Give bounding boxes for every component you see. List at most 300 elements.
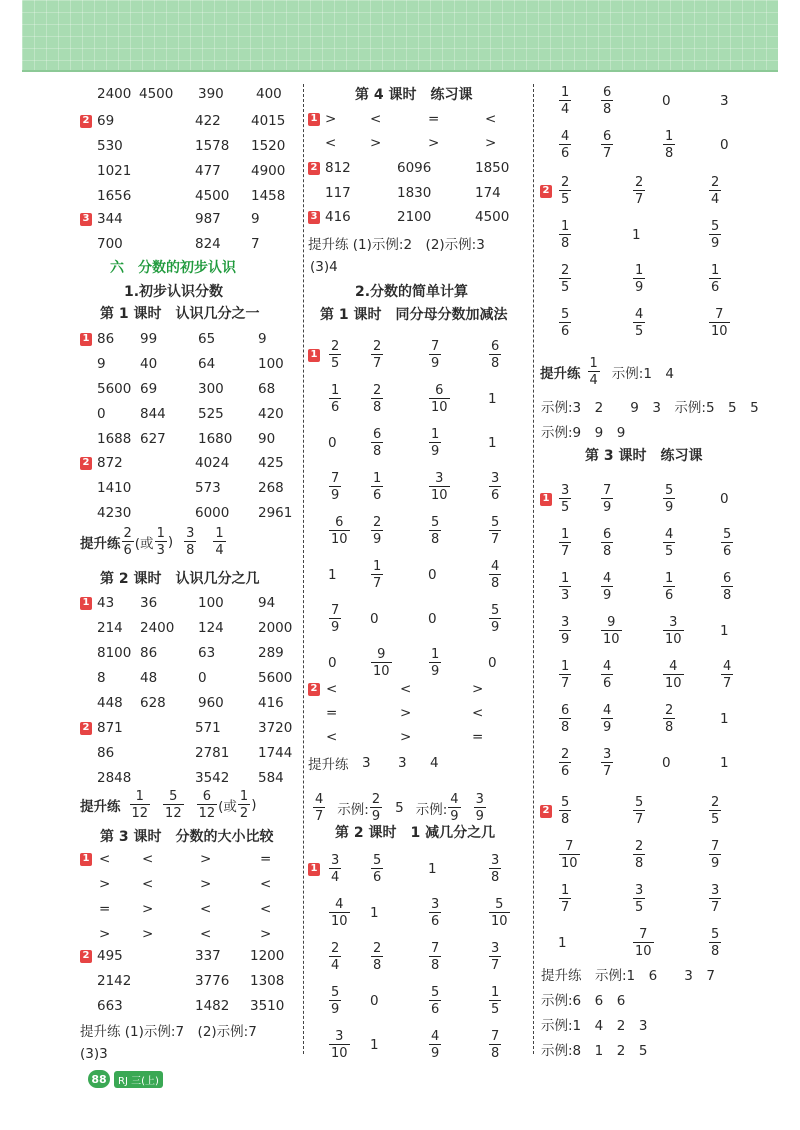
numerator: 7 xyxy=(491,1029,500,1044)
answer-value xyxy=(558,260,572,298)
fraction xyxy=(633,884,645,914)
value-text: 960 xyxy=(198,695,224,711)
answer-value xyxy=(475,206,509,228)
answer-value xyxy=(251,135,285,157)
answer-value xyxy=(256,83,282,105)
numerator: 1 xyxy=(561,659,570,674)
numerator: 6 xyxy=(202,789,211,804)
denominator: 7 xyxy=(315,809,324,824)
fraction xyxy=(197,790,218,820)
answer-value xyxy=(195,135,229,157)
value-text: 871 xyxy=(97,720,123,736)
value-text: > xyxy=(485,135,497,151)
answer-value xyxy=(260,898,271,920)
answer-value xyxy=(195,452,229,474)
value-text: < xyxy=(472,705,484,721)
value-text: 1 xyxy=(488,435,497,451)
fraction xyxy=(721,572,733,602)
answer-value xyxy=(198,328,215,350)
value-text: 36 xyxy=(140,595,158,611)
answer-value xyxy=(662,480,676,518)
fraction xyxy=(709,796,721,826)
fraction xyxy=(429,340,441,370)
example-text: 示例: xyxy=(337,802,369,818)
denominator: 7 xyxy=(373,356,382,371)
answer-value xyxy=(397,206,431,228)
numerator: 2 xyxy=(373,515,382,530)
fraction xyxy=(559,840,580,870)
numerator: 5 xyxy=(373,853,382,868)
fraction xyxy=(429,986,441,1016)
value-text: 40 xyxy=(140,356,158,372)
denominator: 9 xyxy=(635,280,644,295)
answer-value xyxy=(488,600,502,638)
answer-value xyxy=(708,304,731,342)
numerator: 1 xyxy=(561,219,570,234)
answer-value xyxy=(370,132,381,154)
numerator: 7 xyxy=(639,927,648,942)
denominator: 8 xyxy=(603,544,612,559)
fraction xyxy=(709,220,721,250)
denominator: 8 xyxy=(491,576,500,591)
answer-value xyxy=(195,160,221,182)
value-text: 9 xyxy=(258,331,267,347)
numerator: 9 xyxy=(607,615,616,630)
fraction xyxy=(429,942,441,972)
numerator: 2 xyxy=(561,175,570,190)
denominator: 8 xyxy=(431,532,440,547)
fraction xyxy=(489,854,501,884)
denominator: 10 xyxy=(373,664,390,679)
practice-line: 提升练 示例:1 6 3 7 xyxy=(541,968,715,984)
value-text: < xyxy=(142,851,154,867)
answer-value xyxy=(720,568,734,606)
value-text: 94 xyxy=(258,595,276,611)
answer-value xyxy=(328,512,351,550)
answer-value xyxy=(97,208,123,230)
value-text: 300 xyxy=(198,381,224,397)
denominator: 9 xyxy=(561,632,570,647)
value-text: 812 xyxy=(325,160,351,176)
value-text: 1021 xyxy=(97,163,132,179)
value-text: 0 xyxy=(720,491,729,507)
numerator: 5 xyxy=(495,897,504,912)
denominator: 8 xyxy=(186,543,195,558)
denominator: 10 xyxy=(635,944,652,959)
fraction xyxy=(329,472,341,502)
answer-value xyxy=(195,233,221,255)
denominator: 7 xyxy=(603,764,612,779)
value-text: 8100 xyxy=(97,645,132,661)
value-text: 268 xyxy=(258,480,284,496)
fraction xyxy=(721,528,733,558)
denominator: 2 xyxy=(239,806,249,821)
answer-value xyxy=(251,185,285,207)
denominator: 9 xyxy=(331,620,340,635)
answer-value xyxy=(708,836,722,874)
value-text: < xyxy=(326,729,338,745)
value-text: 425 xyxy=(258,455,284,471)
denominator: 4 xyxy=(331,958,340,973)
denominator: 10 xyxy=(331,1046,348,1061)
numerator: 6 xyxy=(723,571,732,586)
numerator: 2 xyxy=(561,747,570,762)
fraction xyxy=(709,840,721,870)
value-text: < xyxy=(200,926,212,942)
answer-value xyxy=(488,1026,502,1064)
answer-value xyxy=(558,700,572,738)
value-text: 663 xyxy=(97,998,123,1014)
question-number-badge: 3 xyxy=(308,211,320,224)
value-text: 9 xyxy=(97,356,106,372)
or-text: (或 xyxy=(218,799,237,815)
value-text: 124 xyxy=(198,620,224,636)
answer-value xyxy=(258,592,275,614)
value-text: < xyxy=(485,111,497,127)
answer-value xyxy=(142,848,153,870)
fraction xyxy=(371,560,383,590)
answer-value xyxy=(558,924,567,962)
value-text: 416 xyxy=(258,695,284,711)
numerator: 5 xyxy=(491,515,500,530)
fraction xyxy=(489,986,501,1016)
answer-value xyxy=(97,502,131,524)
fraction xyxy=(489,1030,501,1060)
answer-value xyxy=(250,945,284,967)
denominator: 8 xyxy=(711,944,720,959)
lesson-title: 第 3 课时 练习课 xyxy=(585,448,703,464)
denominator: 5 xyxy=(491,1002,500,1017)
answer-value xyxy=(97,135,123,157)
value-text: > xyxy=(200,851,212,867)
answer-value xyxy=(600,700,614,738)
answer-value xyxy=(97,328,114,350)
answer-value xyxy=(328,468,342,506)
lesson-title: 第 2 课时 1 减几分之几 xyxy=(335,825,496,841)
answer-value xyxy=(258,742,292,764)
answer-value xyxy=(250,995,284,1017)
question-number-badge: 1 xyxy=(308,113,320,126)
denominator: 4 xyxy=(331,870,340,885)
denominator: 6 xyxy=(431,914,440,929)
numerator: 7 xyxy=(565,839,574,854)
practice-line: 示例:9 9 9 xyxy=(541,425,626,441)
denominator: 3 xyxy=(156,543,165,558)
question-number-badge: 2 xyxy=(80,950,92,963)
value-text: = xyxy=(99,901,111,917)
value-text: 1 xyxy=(370,1037,379,1053)
fraction xyxy=(489,516,501,546)
denominator: 5 xyxy=(635,324,644,339)
value-text: 3 xyxy=(720,93,729,109)
answer-value xyxy=(632,304,646,342)
value-text: 1688 xyxy=(97,431,132,447)
denominator: 7 xyxy=(723,676,732,691)
denominator: 10 xyxy=(665,676,682,691)
answer-value xyxy=(720,126,729,164)
denominator: 9 xyxy=(711,856,720,871)
close-paren: ) xyxy=(251,797,257,813)
fraction xyxy=(559,308,571,338)
value-text: 4 xyxy=(430,755,439,771)
value-text: 3776 xyxy=(195,973,230,989)
question-number-badge: 1 xyxy=(308,863,320,876)
answer-value xyxy=(97,83,131,105)
fraction xyxy=(329,986,341,1016)
answer-value xyxy=(140,403,166,425)
value-text: 174 xyxy=(475,185,501,201)
value-text: < xyxy=(99,851,111,867)
answer-value xyxy=(97,692,123,714)
answer-value xyxy=(558,172,572,210)
answer-value xyxy=(195,185,229,207)
answer-value xyxy=(720,700,729,738)
answer-value xyxy=(600,126,614,164)
fraction xyxy=(721,660,733,690)
denominator: 7 xyxy=(491,958,500,973)
value-text: 0 xyxy=(370,993,379,1009)
value-text: 1 xyxy=(488,391,497,407)
answer-value xyxy=(428,1026,442,1064)
value-text: = xyxy=(260,851,272,867)
numerator: 2 xyxy=(371,792,381,807)
fraction xyxy=(663,130,675,160)
value-text: > xyxy=(99,926,111,942)
answer-value xyxy=(558,524,572,562)
value-text: 0 xyxy=(198,670,207,686)
answer-value xyxy=(558,836,581,874)
answer-value xyxy=(600,568,614,606)
badge-wrap xyxy=(308,336,322,374)
denominator: 7 xyxy=(711,900,720,915)
denominator: 10 xyxy=(431,488,448,503)
answer-value xyxy=(370,938,384,976)
badge-wrap xyxy=(80,717,94,739)
value-text: 1 xyxy=(558,935,567,951)
numerator: 7 xyxy=(715,307,724,322)
header-banner xyxy=(22,0,778,72)
value-text: 2781 xyxy=(195,745,230,761)
denominator: 8 xyxy=(665,720,674,735)
numerator: 5 xyxy=(635,795,644,810)
value-text: 0 xyxy=(428,567,437,583)
fraction xyxy=(633,840,645,870)
lesson-title: 第 1 课时 认识几分之一 xyxy=(100,306,260,322)
numerator: 2 xyxy=(635,175,644,190)
answer-value xyxy=(97,378,131,400)
question-number-badge: 1 xyxy=(80,853,92,866)
answer-value xyxy=(488,644,497,682)
denominator: 6 xyxy=(561,146,570,161)
answer-value xyxy=(472,702,483,724)
value-text: 700 xyxy=(97,236,123,252)
value-text: 99 xyxy=(140,331,158,347)
answer-value xyxy=(97,452,123,474)
numerator: 1 xyxy=(561,571,570,586)
fraction xyxy=(663,616,684,646)
denominator: 8 xyxy=(723,588,732,603)
answer-value xyxy=(328,644,337,682)
answer-value xyxy=(198,83,224,105)
answer-value xyxy=(662,656,685,694)
answer-value xyxy=(200,923,211,945)
answer-value xyxy=(140,642,157,664)
denominator: 8 xyxy=(373,400,382,415)
answer-value xyxy=(195,945,221,967)
denominator: 8 xyxy=(373,958,382,973)
value-text: 1 xyxy=(720,711,729,727)
value-text: 63 xyxy=(198,645,216,661)
answer-value xyxy=(97,995,123,1017)
practice-line xyxy=(312,790,487,826)
answer-value xyxy=(488,468,502,506)
badge-wrap xyxy=(308,206,322,228)
answer-value xyxy=(251,233,260,255)
numerator: 6 xyxy=(435,383,444,398)
practice-line: 示例:1 4 2 3 xyxy=(541,1018,648,1034)
value-text: 422 xyxy=(195,113,221,129)
denominator: 7 xyxy=(561,544,570,559)
answer-value xyxy=(708,880,722,918)
value-text: 525 xyxy=(198,406,224,422)
answer-value xyxy=(99,923,110,945)
denominator: 9 xyxy=(431,1046,440,1061)
value-text: 0 xyxy=(662,755,671,771)
numerator: 3 xyxy=(561,483,570,498)
answer-value xyxy=(251,160,285,182)
denominator: 7 xyxy=(603,146,612,161)
answer-value xyxy=(140,428,166,450)
fraction xyxy=(329,604,341,634)
numerator: 1 xyxy=(431,647,440,662)
answer-value xyxy=(488,380,497,418)
numerator: 4 xyxy=(603,703,612,718)
denominator: 9 xyxy=(373,532,382,547)
numerator: 4 xyxy=(723,659,732,674)
numerator: 3 xyxy=(491,853,500,868)
practice-line xyxy=(80,527,227,557)
column-divider-1 xyxy=(303,84,304,1054)
denominator: 7 xyxy=(561,900,570,915)
denominator: 8 xyxy=(491,356,500,371)
denominator: 9 xyxy=(331,1002,340,1017)
answer-value xyxy=(97,233,123,255)
answer-value xyxy=(258,717,292,739)
denominator: 9 xyxy=(491,620,500,635)
value-text: > xyxy=(472,681,484,697)
fraction xyxy=(213,527,225,557)
numerator: 4 xyxy=(315,792,324,807)
answer-value xyxy=(140,378,157,400)
answer-value xyxy=(662,744,671,782)
example-text: 示例: xyxy=(415,802,448,818)
value-text: 86 xyxy=(140,645,158,661)
value-text: 1410 xyxy=(97,480,132,496)
question-number-badge: 2 xyxy=(80,722,92,735)
fraction xyxy=(601,130,613,160)
answer-value xyxy=(720,656,734,694)
numerator: 2 xyxy=(635,839,644,854)
fraction xyxy=(122,527,134,557)
fraction xyxy=(709,928,721,958)
answer-value xyxy=(488,850,502,888)
answer-value xyxy=(632,836,646,874)
badge-wrap xyxy=(308,108,322,130)
value-text: = xyxy=(472,729,484,745)
practice-line: (3)3 xyxy=(80,1046,108,1062)
value-text: 4500 xyxy=(139,86,174,102)
answer-value xyxy=(328,424,337,462)
answer-value xyxy=(488,424,497,462)
value-text: 2100 xyxy=(397,209,432,225)
or-text: (或 xyxy=(134,536,154,552)
answer-value xyxy=(97,403,106,425)
fraction xyxy=(633,308,645,338)
answer-value xyxy=(428,938,442,976)
subsection-title: 1.初步认识分数 xyxy=(124,284,224,300)
answer-value xyxy=(97,667,106,689)
fraction xyxy=(429,1030,441,1060)
value-text: 4500 xyxy=(195,188,230,204)
answer-value xyxy=(632,792,646,830)
value-text: 6000 xyxy=(195,505,230,521)
denominator: 6 xyxy=(561,764,570,779)
numerator: 4 xyxy=(669,659,678,674)
close-paren: ) xyxy=(167,534,174,550)
numerator: 3 xyxy=(561,615,570,630)
denominator: 7 xyxy=(561,676,570,691)
answer-value xyxy=(97,945,123,967)
value-text: < xyxy=(260,901,272,917)
value-text: > xyxy=(428,135,440,151)
fraction xyxy=(663,704,675,734)
answer-value xyxy=(370,336,384,374)
numerator: 1 xyxy=(589,356,598,371)
numerator: 3 xyxy=(475,792,484,807)
answer-value xyxy=(325,206,351,228)
answer-value xyxy=(195,208,221,230)
value-text: 214 xyxy=(97,620,123,636)
answer-value xyxy=(428,850,437,888)
answer-value xyxy=(362,752,371,774)
fraction xyxy=(663,484,675,514)
answer-value xyxy=(97,477,131,499)
value-text: 1656 xyxy=(97,188,132,204)
answer-value xyxy=(258,403,284,425)
answer-value xyxy=(326,726,337,748)
numerator: 1 xyxy=(561,85,570,100)
numerator: 7 xyxy=(603,483,612,498)
value-text: > xyxy=(325,111,337,127)
denominator: 9 xyxy=(331,488,340,503)
value-text: 100 xyxy=(198,595,224,611)
fraction xyxy=(601,704,613,734)
answer-value xyxy=(632,260,646,298)
question-number-badge: 2 xyxy=(80,457,92,470)
answer-value xyxy=(328,556,337,594)
value-text: 416 xyxy=(325,209,351,225)
numerator: 3 xyxy=(331,853,340,868)
answer-value xyxy=(558,744,572,782)
denominator: 6 xyxy=(491,488,500,503)
answer-value xyxy=(328,938,342,976)
badge-wrap xyxy=(80,592,94,614)
fraction xyxy=(601,748,613,778)
answer-value xyxy=(708,924,722,962)
badge-wrap xyxy=(80,328,94,350)
denominator: 12 xyxy=(131,806,149,821)
answer-value xyxy=(195,970,229,992)
